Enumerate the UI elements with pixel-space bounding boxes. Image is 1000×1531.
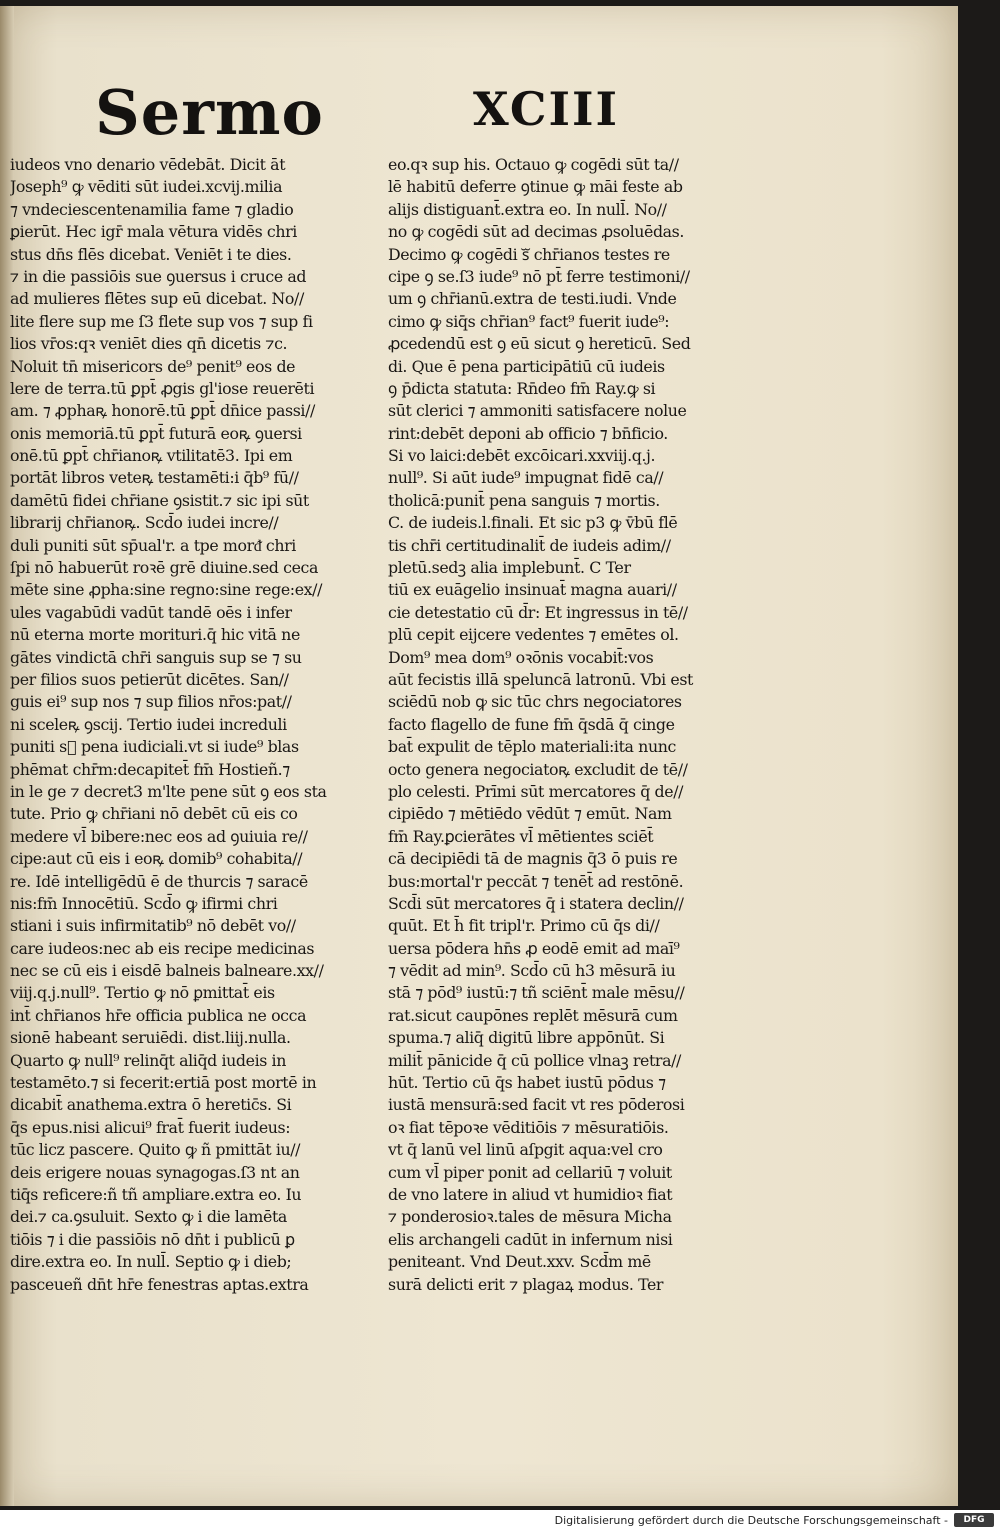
text-line: lē habitū deferre ꝯtinue ꝙ māi feste ab	[388, 177, 683, 197]
text-line: octo genera negociatoꝶ excludit de tē//	[388, 759, 688, 779]
text-line: dicabit̄ anathema.extra ō heretic̄s. Si	[10, 1095, 292, 1115]
text-line: ⁊ in die passiōis sue ꝯuersus i cruce ad	[10, 266, 307, 286]
text-line: tholicā:punit̄ pena sanguis ⁊ mortis.	[388, 490, 660, 510]
text-line: Dom⁹ mea dom⁹ oꝛōnis vocabit̄:vos	[388, 647, 654, 667]
text-line: uersa pōdera hn̄s ꝓ eodē emit ad maī⁹	[388, 938, 680, 958]
text-line: rat.sicut caupōnes replēt mēsurā cum	[388, 1005, 678, 1025]
text-line: eo.qꝛ sup his. Octauo ꝙ cogēdi sūt ta//	[388, 155, 679, 174]
text-line: pletū.sedꝫ alia implebunt̄. C Ter	[388, 558, 631, 578]
text-line: ⁊ vndeciescentenamilia fame ⁊ gladio	[10, 199, 294, 219]
footer-bar	[0, 1510, 1000, 1531]
text-line: facto flagello de fune fm̄ q̄sdā q̄ cinge	[388, 714, 675, 734]
text-line: tiōis ⁊ i die passiōis nō dn̄t i publicū ꝑ	[10, 1229, 295, 1249]
text-line: lite flere sup me ſ3 flete sup vos ⁊ sup fi	[10, 311, 313, 331]
text-line: Scd̄i sūt mercatores q̄ i statera declin//	[388, 893, 684, 913]
text-line: hūt. Tertio cū q̄s habet iustū pōdus ⁊	[388, 1073, 666, 1093]
text-line: phēmat chr̄m:decapitet̄ fm̄ Hostieñ.⁊	[10, 759, 290, 779]
text-line: cimo ꝙ siq̄s chr̄ian⁹ fact⁹ fuerit iude⁹:	[388, 311, 670, 331]
dfg-logo: DFG	[954, 1513, 994, 1527]
text-line: dei.⁊ ca.ꝯsuluit. Sexto ꝙ i die lamēta	[10, 1207, 287, 1227]
text-line: bus:mortal'r peccāt ⁊ tenēt̄ ad restōnē.	[388, 871, 684, 891]
text-line: Joseph⁹ ꝙ vēditi sūt iudei.xcvij.milia	[10, 177, 283, 197]
book-page	[0, 6, 958, 1506]
text-line: cipe:aut cū eis i eoꝶ domib⁹ cohabita//	[10, 849, 303, 869]
text-line: per filios suos petierūt dicētes. San//	[10, 669, 289, 689]
text-line: ꝑierūt. Hec igr̄ mala vētura vidēs chri	[10, 222, 297, 242]
text-line: onis memoriā.tū ꝑpt̄ futurā eoꝶ ꝯuersi	[10, 423, 302, 443]
text-line: sūt clerici ⁊ ammoniti satisfacere nolue	[388, 401, 687, 421]
text-line: ꝓcedendū est ꝯ eū sicut ꝯ hereticū. Sed	[388, 334, 691, 354]
text-line: lere de terra.tū ꝑpt̄ ꝓgis gl'iose reuerēti	[10, 378, 315, 398]
text-line: nis:fm̄ Innocētiū. Scd̄o ꝙ ifirmi chri	[10, 893, 278, 913]
text-line: sionē habeant seruiēdi. dist.liij.nulla.	[10, 1028, 291, 1048]
text-line: int̄ chr̄ianos hr̄e officia publica ne occa	[10, 1005, 307, 1025]
text-line: tūc licz pascere. Quito ꝙ ñ pmittāt iu//	[10, 1140, 301, 1160]
text-line: tiū ex euāgelio insinuat̄ magna auari//	[388, 580, 677, 600]
text-line: peniteant. Vnd Deut.xxv. Scd̄m mē	[388, 1252, 651, 1272]
text-line: stiani i suis infirmitatib⁹ nō debēt vo//	[10, 916, 296, 936]
text-line: am. ⁊ ꝓphaꝶ honorē.tū ꝑpt̄ dn̄ice passi//	[10, 401, 315, 421]
text-line: ⁊ vēdit ad min⁹. Scd̄o cū h3 mēsurā iu	[388, 961, 676, 981]
text-line: Noluit tn̄ misericors de⁹ penit⁹ eos de	[10, 356, 296, 376]
text-line: nū eterna morte morituri.q̄ hic vitā ne	[10, 625, 300, 645]
text-line: ules vagabūdi vadūt tandē oēs i infer	[10, 602, 292, 622]
text-line: sciēdū nob ꝙ sic tūc chrs negociatores	[388, 692, 682, 712]
text-line: fm̄ Ray.ꝑcierātes vl̄ mētientes sciēt̄	[388, 826, 654, 846]
text-line: plo celesti. Prīmi sūt mercatores q̄ de//	[388, 781, 684, 801]
text-line: no ꝙ cogēdi sūt ad decimas ꝓsoluēdas.	[388, 222, 685, 242]
text-line: null⁹. Si aūt iude⁹ impugnat fidē ca//	[388, 468, 664, 488]
text-column-right	[388, 154, 760, 1296]
text-line: testamēto.⁊ si fecerit:ertiā post mortē in	[10, 1073, 317, 1093]
text-line: tis chr̄i certitudinalit̄ de iudeis adim//	[388, 535, 671, 555]
text-line: pasceueñ dn̄t hr̄e fenestras aptas.extra	[10, 1274, 309, 1294]
text-line: iudeos vno denario vēdebāt. Dicit āt	[10, 155, 286, 174]
text-line: ꝯ p̄dicta statuta: Rn̄deo fm̄ Ray.ꝙ si	[388, 378, 656, 398]
text-line: dire.extra eo. In null̄. Septio ꝙ i dieb;	[10, 1252, 292, 1272]
text-line: stus dn̄s flēs dicebat. Veniēt i te dies.	[10, 244, 292, 264]
text-line: cum vl̄ piper ponit ad cellariū ⁊ voluit	[388, 1162, 672, 1182]
text-line: puniti sᷓ pena iudiciali.vt si iude⁹ blas	[10, 737, 299, 757]
text-line: bat̄ expulit de tēplo materiali:ita nunc	[388, 737, 676, 757]
text-line: damētū fidei chr̄iane ꝯsistit.⁊ sic ipi sūt	[10, 490, 309, 510]
text-line: care iudeos:nec ab eis recipe medicinas	[10, 938, 315, 958]
text-line: deis erigere nouas synagogas.ſ3 nt an	[10, 1162, 300, 1182]
funding-credit: Digitalisierung gefördert durch die Deutsche Forschungsgemeinschaft -	[554, 1514, 948, 1527]
text-line: tiq̄s reficere:ñ tñ ampliare.extra eo. Iu	[10, 1184, 302, 1204]
text-line: rint:debēt deponi ab officio ⁊ bn̄ficio.	[388, 423, 668, 443]
text-line: Decimo ꝙ cogēdi sᷓ chr̄ianos testes re	[388, 244, 670, 264]
text-line: C. de iudeis.l.finali. Et sic p3 ꝙ v̄bū flē	[388, 513, 678, 533]
text-column-left	[10, 154, 382, 1296]
text-line: guis ei⁹ sup nos ⁊ sup filios nr̄os:pat//	[10, 692, 292, 712]
text-line: medere vl̄ bibere:nec eos ad ꝯuiuia re//	[10, 826, 308, 846]
text-line: cā decipiēdi tā de magnis q̄3 ō puis re	[388, 849, 678, 869]
text-line: gātes vindictā chr̄i sanguis sup se ⁊ su	[10, 647, 302, 667]
text-line: aūt fecistis illā speluncā latronū. Vbi est	[388, 669, 694, 689]
text-line: iustā mensurā:sed facit vt res pōderosi	[388, 1095, 685, 1115]
text-line: spuma.⁊ aliq̄ digitū libre appōnūt. Si	[388, 1028, 665, 1048]
running-head	[95, 76, 635, 156]
text-line: plū cepit eijcere vedentes ⁊ emētes ol.	[388, 625, 679, 645]
text-line: alijs distiguant̄.extra eo. In null̄. No//	[388, 199, 667, 219]
text-line: stā ⁊ pōd⁹ iustū:⁊ tñ sciēnt̄ male mēsu//	[388, 983, 685, 1003]
text-line: Quarto ꝙ null⁹ relinq̄t aliq̄d iudeis in	[10, 1050, 286, 1070]
text-line: surā delicti erit ⁊ plagaꝝ modus. Ter	[388, 1274, 664, 1294]
text-line: q̄s epus.nisi alicui⁹ frat̄ fuerit iudeus:	[10, 1117, 291, 1137]
text-line: mēte sine ꝓpha:sine regno:sine rege:ex//	[10, 580, 323, 600]
text-line: ad mulieres flētes sup eū dicebat. No//	[10, 289, 304, 309]
text-line: librarij chr̄ianoꝶ. Scd̄o iudei incre//	[10, 513, 279, 533]
text-line: onē.tū ꝑpt̄ chr̄ianoꝶ vtilitatē3. Ipi em	[10, 446, 293, 466]
text-line: ⁊ ponderosioꝛ.tales de mēsura Micha	[388, 1207, 672, 1227]
text-line: in le ge ⁊ decret3 m'lte pene sūt ꝯ eos sta	[10, 781, 327, 801]
text-line: viij.q.j.null⁹. Tertio ꝙ nō ꝑmittat̄ eis	[10, 983, 275, 1003]
text-line: elis archangeli cadūt in infernum nisi	[388, 1229, 673, 1249]
text-line: lios vr̄os:qꝛ veniēt dies qn̄ dicetis ⁊c.	[10, 334, 288, 354]
text-line: tute. Prio ꝙ chr̄iani nō debēt cū eis co	[10, 804, 298, 824]
text-line: di. Que ē pena participātiū cū iudeis	[388, 356, 665, 376]
text-line: Si vo laici:debēt excōicari.xxviij.q.j.	[388, 446, 656, 466]
text-line: milit̄ pānicide q̄ cū pollice vlnaꝫ retra//	[388, 1050, 681, 1070]
text-line: cie detestatio cū d̄r: Et ingressus in tē//	[388, 602, 688, 622]
text-line: portāt libros veteꝶ testamēti:i q̄b⁹ fū//	[10, 468, 299, 488]
text-line: cipiēdo ⁊ mētiēdo vēdūt ⁊ emūt. Nam	[388, 804, 672, 824]
text-line: re. Idē intelligēdū ē de thurcis ⁊ saracē	[10, 871, 308, 891]
text-line: cipe ꝯ se.ſ3 iude⁹ nō pt̄ ferre testimoni//	[388, 266, 690, 286]
text-line: de vno latere in aliud vt humidioꝛ fiat	[388, 1184, 673, 1204]
text-line: quūt. Et h̄ fit tripl'r. Primo cū q̄s di//	[388, 916, 660, 936]
running-head-title: Sermo	[95, 76, 324, 149]
text-line: nec se cū eis i eisdē balneis balneare.xx//	[10, 961, 324, 981]
text-line: ſpi nō habuerūt roꝛē grē diuine.sed ceca	[10, 558, 318, 578]
text-line: um ꝯ chr̄ianū.extra de testi.iudi. Vnde	[388, 289, 677, 309]
text-line: ni sceleꝶ ꝯscij. Tertio iudei increduli	[10, 714, 287, 734]
folio-number: XCIII	[473, 82, 620, 136]
text-line: oꝛ fiat tēpoꝛe vēditiōis ⁊ mēsuratiōis.	[388, 1117, 669, 1137]
text-line: vt q̄ lanū vel linū aſpgit aqua:vel cro	[388, 1140, 663, 1160]
text-line: duli puniti sūt sp̄ual'r. a tpe morᵭ chri	[10, 535, 296, 555]
